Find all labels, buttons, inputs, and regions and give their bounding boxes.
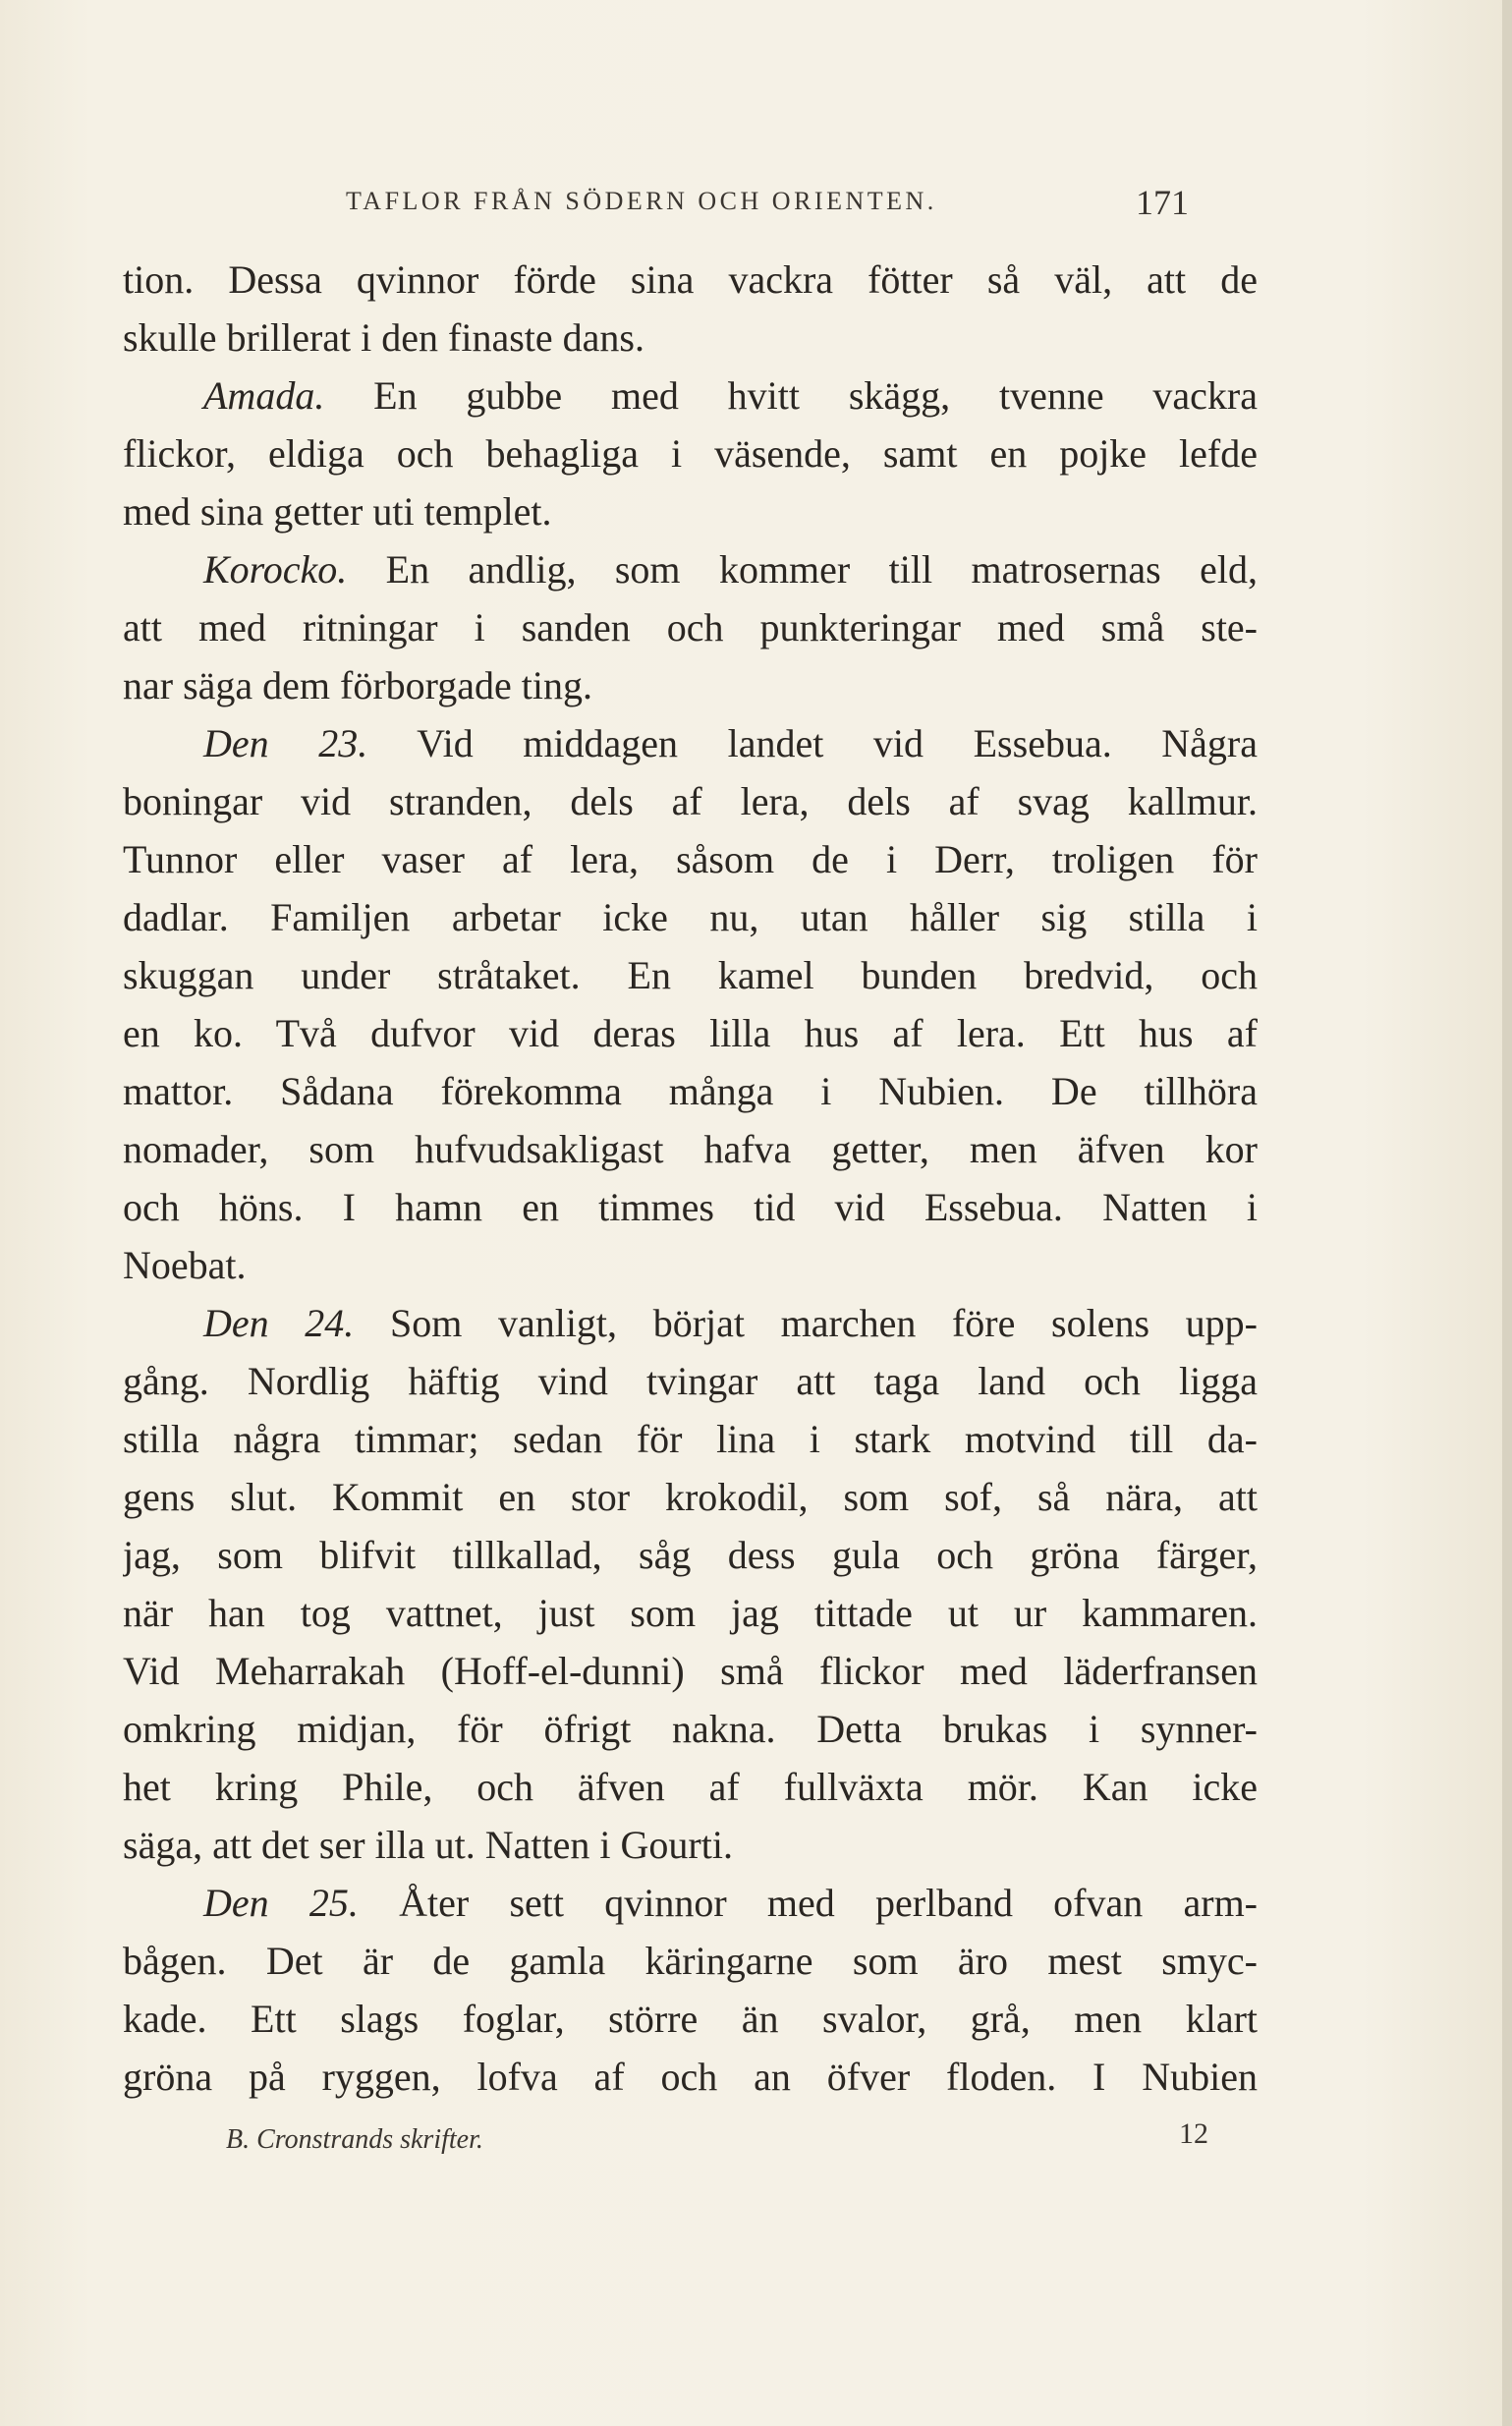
line-text: och höns. I hamn en timmes tid vid Essebua. Natten i (123, 1185, 1258, 1229)
text-line (123, 1816, 1258, 1874)
text-line (123, 309, 1258, 367)
line-heading: Amada. (203, 373, 325, 418)
line-text: En gubbe med hvitt skägg, tvenne vackra (324, 373, 1258, 418)
line-text: en ko. Två dufvor vid deras lilla hus af lera. Ett hus af (123, 1011, 1258, 1055)
line-text: tion. Dessa qvinnor förde sina vackra fötter så väl, att de (123, 257, 1258, 302)
text-line (123, 1236, 1258, 1294)
text-line (123, 1642, 1258, 1700)
line-text: stilla några timmar; sedan för lina i stark motvind till da- (123, 1417, 1258, 1461)
line-text: flickor, eldiga och behagliga i väsende, samt en pojke lefde (123, 431, 1258, 476)
text-line (123, 367, 1258, 424)
signature-mark: 12 (1179, 2117, 1208, 2150)
line-text: Vid Meharrakah (Hoff-el-dunni) små flickor med läderfransen (123, 1649, 1258, 1693)
page-edge (1502, 0, 1512, 2426)
line-text: skulle brillerat i den finaste dans. (123, 315, 644, 360)
line-text: jag, som blifvit tillkallad, såg dess gula och gröna färger, (123, 1533, 1258, 1577)
text-line (123, 1410, 1258, 1468)
line-text: Noebat. (123, 1243, 247, 1287)
line-text: Vid middagen landet vid Essebua. Några (367, 721, 1258, 765)
line-heading: Korocko. (203, 547, 348, 592)
line-text: gång. Nordlig häftig vind tvingar att taga land och ligga (123, 1359, 1258, 1403)
page-number: 171 (1136, 183, 1189, 222)
text-line (123, 772, 1258, 830)
footer-source-text: B. Cronstrands skrifter. (226, 2124, 483, 2155)
text-line (123, 1294, 1258, 1352)
line-text: het kring Phile, och äfven af fullväxta mör. Kan icke (123, 1765, 1258, 1809)
line-text: att med ritningar i sanden och punkteringar med små ste- (123, 605, 1258, 649)
line-text: bågen. Det är de gamla käringarne som äro mest smyc- (123, 1939, 1258, 1983)
text-line (123, 1526, 1258, 1584)
text-line (123, 946, 1258, 1004)
text-line (123, 1990, 1258, 2048)
line-text: skuggan under stråtaket. En kamel bunden bredvid, och (123, 953, 1258, 997)
text-line (123, 1120, 1258, 1178)
line-text: kade. Ett slags foglar, större än svalor, grå, men klart (123, 1997, 1258, 2041)
text-line (123, 1178, 1258, 1236)
line-heading: Den 24. (203, 1301, 355, 1345)
text-line (123, 2048, 1258, 2106)
text-line (123, 1062, 1258, 1120)
text-line (123, 598, 1258, 656)
line-text: mattor. Sådana förekomma många i Nubien. De tillhöra (123, 1069, 1258, 1113)
line-text: nomader, som hufvudsakligast hafva getter, men äfven kor (123, 1127, 1258, 1171)
body-text (123, 251, 1258, 2106)
line-text: dadlar. Familjen arbetar icke nu, utan håller sig stilla i (123, 895, 1258, 939)
text-line (123, 1700, 1258, 1758)
line-text: nar säga dem förborgade ting. (123, 663, 592, 707)
running-title: TAFLOR FRÅN SÖDERN OCH ORIENTEN. (346, 187, 937, 215)
line-text: med sina getter uti templet. (123, 489, 552, 534)
line-text: när han tog vattnet, just som jag tittade ut ur kammaren. (123, 1591, 1258, 1635)
line-text: säga, att det ser illa ut. Natten i Gourti. (123, 1823, 733, 1867)
line-text: Åter sett qvinnor med perlband ofvan arm- (358, 1881, 1258, 1925)
text-line (123, 1004, 1258, 1062)
text-line (123, 482, 1258, 540)
line-text: gröna på ryggen, lofva af och an öfver floden. I Nubien (123, 2055, 1258, 2099)
text-line (123, 251, 1258, 309)
text-line (123, 830, 1258, 888)
text-line (123, 1352, 1258, 1410)
line-text: boningar vid stranden, dels af lera, dels af svag kallmur. (123, 779, 1258, 823)
text-line (123, 1758, 1258, 1816)
line-text: Som vanligt, börjat marchen före solens upp- (354, 1301, 1258, 1345)
line-text: omkring midjan, för öfrigt nakna. Detta brukas i synner- (123, 1707, 1258, 1751)
line-heading: Den 23. (203, 721, 368, 765)
line-text: En andlig, som kommer till matrosernas eld, (347, 547, 1258, 592)
footer-source (226, 2124, 483, 2156)
line-heading: Den 25. (203, 1881, 359, 1925)
text-line (123, 1932, 1258, 1990)
text-line (123, 1874, 1258, 1932)
text-line (123, 424, 1258, 482)
line-text: Tunnor eller vaser af lera, såsom de i Derr, troligen för (123, 837, 1258, 881)
text-line (123, 656, 1258, 714)
text-line (123, 888, 1258, 946)
text-line (123, 1468, 1258, 1526)
line-text: gens slut. Kommit en stor krokodil, som sof, så nära, att (123, 1475, 1258, 1519)
text-line (123, 714, 1258, 772)
text-line (123, 540, 1258, 598)
text-line (123, 1584, 1258, 1642)
